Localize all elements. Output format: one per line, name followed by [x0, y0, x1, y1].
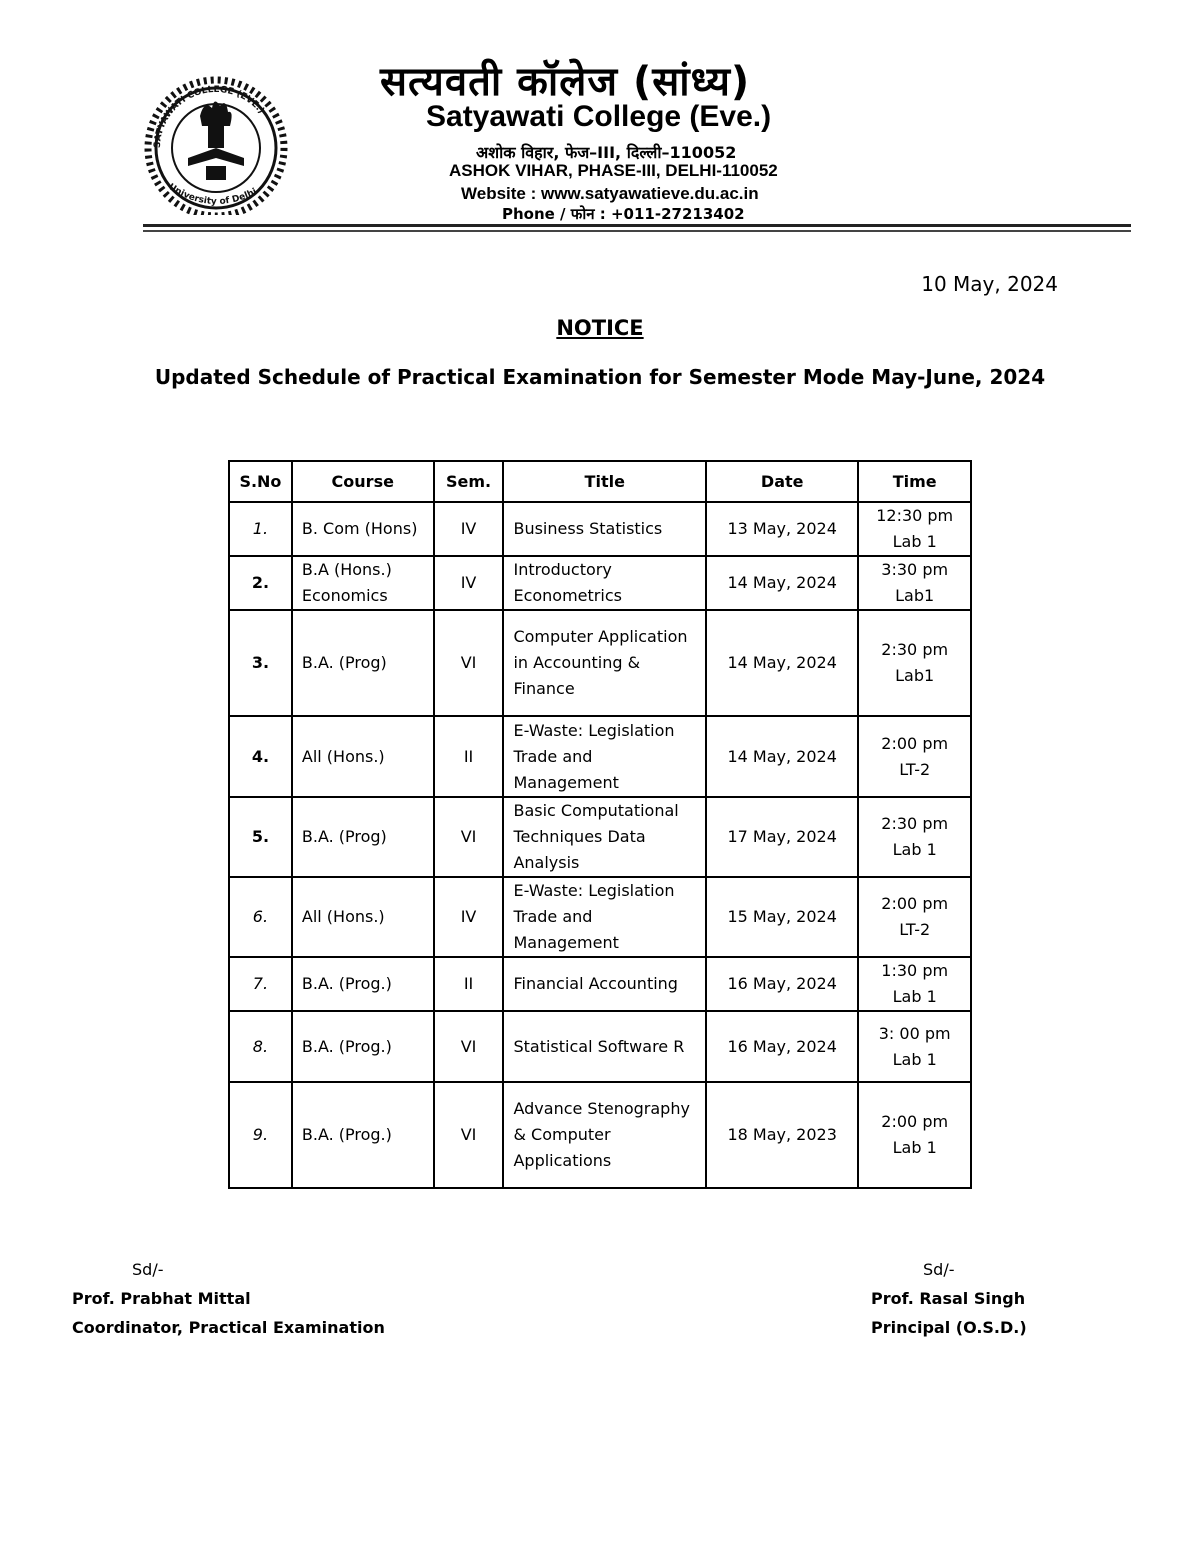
cell-sem: IV	[434, 502, 504, 556]
cell-title: Basic Computational Techniques Data Analysis	[503, 797, 706, 877]
cell-sem: VI	[434, 797, 504, 877]
cell-sem: VI	[434, 1082, 504, 1188]
time-value: 2:30 pm	[881, 814, 949, 833]
cell-time	[858, 716, 971, 797]
cell-title: E-Waste: Legislation Trade and Management	[503, 877, 706, 957]
seal-text-bottom: University of Delhi	[166, 182, 259, 208]
time-value: 2:00 pm	[881, 894, 949, 913]
cell-title: Computer Application in Accounting & Finance	[503, 610, 706, 716]
header-course: Course	[292, 461, 434, 502]
cell-course: B.A. (Prog.)	[292, 1082, 434, 1188]
table-header-row	[229, 461, 971, 502]
cell-sno: 3.	[229, 610, 292, 716]
cell-date: 17 May, 2024	[706, 797, 858, 877]
svg-text:University of Delhi	[166, 182, 258, 207]
cell-title: E-Waste: Legislation Trade and Management	[503, 716, 706, 797]
cell-date: 16 May, 2024	[706, 957, 858, 1011]
cell-course: B.A. (Prog)	[292, 797, 434, 877]
cell-sem: VI	[434, 1011, 504, 1082]
cell-title: Introductory Econometrics	[503, 556, 706, 610]
table-row	[229, 957, 971, 1011]
college-seal-icon	[138, 70, 290, 215]
cell-sem: IV	[434, 556, 504, 610]
cell-course: All (Hons.)	[292, 716, 434, 797]
cell-date: 14 May, 2024	[706, 556, 858, 610]
header-sem: Sem.	[434, 461, 504, 502]
cell-title: Business Statistics	[503, 502, 706, 556]
cell-sno: 2.	[229, 556, 292, 610]
venue-value: Lab 1	[892, 532, 937, 551]
cell-course: B.A. (Prog)	[292, 610, 434, 716]
cell-course: All (Hons.)	[292, 877, 434, 957]
venue-value: LT-2	[899, 920, 931, 939]
cell-sno: 5.	[229, 797, 292, 877]
cell-time	[858, 957, 971, 1011]
table-row	[229, 502, 971, 556]
signatory-designation: Coordinator, Practical Examination	[72, 1318, 385, 1337]
signature-block-coordinator	[72, 1255, 385, 1342]
cell-time	[858, 1082, 971, 1188]
table-row	[229, 1011, 971, 1082]
table-row	[229, 1082, 971, 1188]
venue-value: Lab 1	[892, 1138, 937, 1157]
header-date: Date	[706, 461, 858, 502]
venue-value: Lab1	[895, 586, 935, 605]
venue-value: Lab 1	[892, 840, 937, 859]
time-value: 2:30 pm	[881, 640, 949, 659]
time-value: 2:00 pm	[881, 733, 949, 753]
phone-line: Phone / फोन : +011-27213402	[502, 205, 745, 223]
venue-value: Lab1	[895, 666, 935, 685]
cell-sno: 9.	[229, 1082, 292, 1188]
table-row	[229, 877, 971, 957]
website-line: Website : www.satyawatieve.du.ac.in	[461, 184, 759, 203]
cell-sno: 4.	[229, 716, 292, 797]
cell-date: 13 May, 2024	[706, 502, 858, 556]
address-english: ASHOK VIHAR, PHASE-III, DELHI-110052	[449, 161, 778, 180]
time-value: 3:30 pm	[881, 560, 949, 579]
cell-date: 16 May, 2024	[706, 1011, 858, 1082]
cell-date: 18 May, 2023	[706, 1082, 858, 1188]
time-value: 12:30 pm	[876, 506, 954, 525]
table-row	[229, 556, 971, 610]
cell-sno: 7.	[229, 957, 292, 1011]
time-value: 1:30 pm	[881, 961, 949, 980]
cell-time	[858, 797, 971, 877]
time-value: 3: 00 pm	[878, 1023, 951, 1043]
cell-time	[858, 1011, 971, 1082]
schedule-table	[228, 460, 972, 1189]
signatory-name: Prof. Rasal Singh	[871, 1289, 1026, 1308]
cell-time	[858, 610, 971, 716]
signatory-name: Prof. Prabhat Mittal	[72, 1289, 251, 1308]
time-value: 2:00 pm	[881, 1112, 949, 1131]
table-row	[229, 797, 971, 877]
header-time: Time	[858, 461, 971, 502]
seal-text-top: SATYAWATI COLLEGE (EVE.)	[152, 84, 266, 149]
table-row	[229, 610, 971, 716]
signed-mark: Sd/-	[923, 1260, 955, 1279]
cell-sem: IV	[434, 877, 504, 957]
college-name-english: Satyawati College (Eve.)	[426, 100, 772, 133]
cell-sno: 1.	[229, 502, 292, 556]
cell-title: Advance Stenography & Computer Applications	[503, 1082, 706, 1188]
cell-time	[858, 877, 971, 957]
letterhead-divider	[143, 224, 1131, 227]
cell-sem: II	[434, 957, 504, 1011]
cell-sno: 8.	[229, 1011, 292, 1082]
table-row	[229, 716, 971, 797]
signature-block-principal	[871, 1255, 1027, 1342]
venue-value: Lab 1	[892, 1049, 937, 1069]
cell-time	[858, 556, 971, 610]
cell-date: 14 May, 2024	[706, 610, 858, 716]
cell-sem: II	[434, 716, 504, 797]
cell-sem: VI	[434, 610, 504, 716]
cell-course: B.A (Hons.) Economics	[292, 556, 434, 610]
cell-date: 15 May, 2024	[706, 877, 858, 957]
signed-mark: Sd/-	[132, 1260, 164, 1279]
notice-subtitle: Updated Schedule of Practical Examination for Semester Mode May-June, 2024	[154, 365, 1046, 389]
college-name-hindi: सत्यवती कॉलेज (सांध्य)	[380, 59, 751, 105]
letterhead-divider-secondary	[143, 230, 1131, 232]
cell-title: Financial Accounting	[503, 957, 706, 1011]
cell-date: 14 May, 2024	[706, 716, 858, 797]
notice-heading-text: NOTICE	[556, 316, 644, 340]
signatory-designation: Principal (O.S.D.)	[871, 1318, 1027, 1337]
notice-date: 10 May, 2024	[921, 272, 1058, 296]
cell-course: B. Com (Hons)	[292, 502, 434, 556]
address-hindi: अशोक विहार, फेज–III, दिल्ली–110052	[476, 143, 737, 162]
cell-title: Statistical Software R	[503, 1011, 706, 1082]
cell-course: B.A. (Prog.)	[292, 1011, 434, 1082]
venue-value: LT-2	[899, 759, 931, 779]
college-seal-logo	[138, 70, 290, 215]
header-sno: S.No	[229, 461, 292, 502]
header-title: Title	[503, 461, 706, 502]
venue-value: Lab 1	[892, 987, 937, 1006]
notice-heading	[0, 316, 1200, 340]
cell-sno: 6.	[229, 877, 292, 957]
cell-time	[858, 502, 971, 556]
cell-course: B.A. (Prog.)	[292, 957, 434, 1011]
